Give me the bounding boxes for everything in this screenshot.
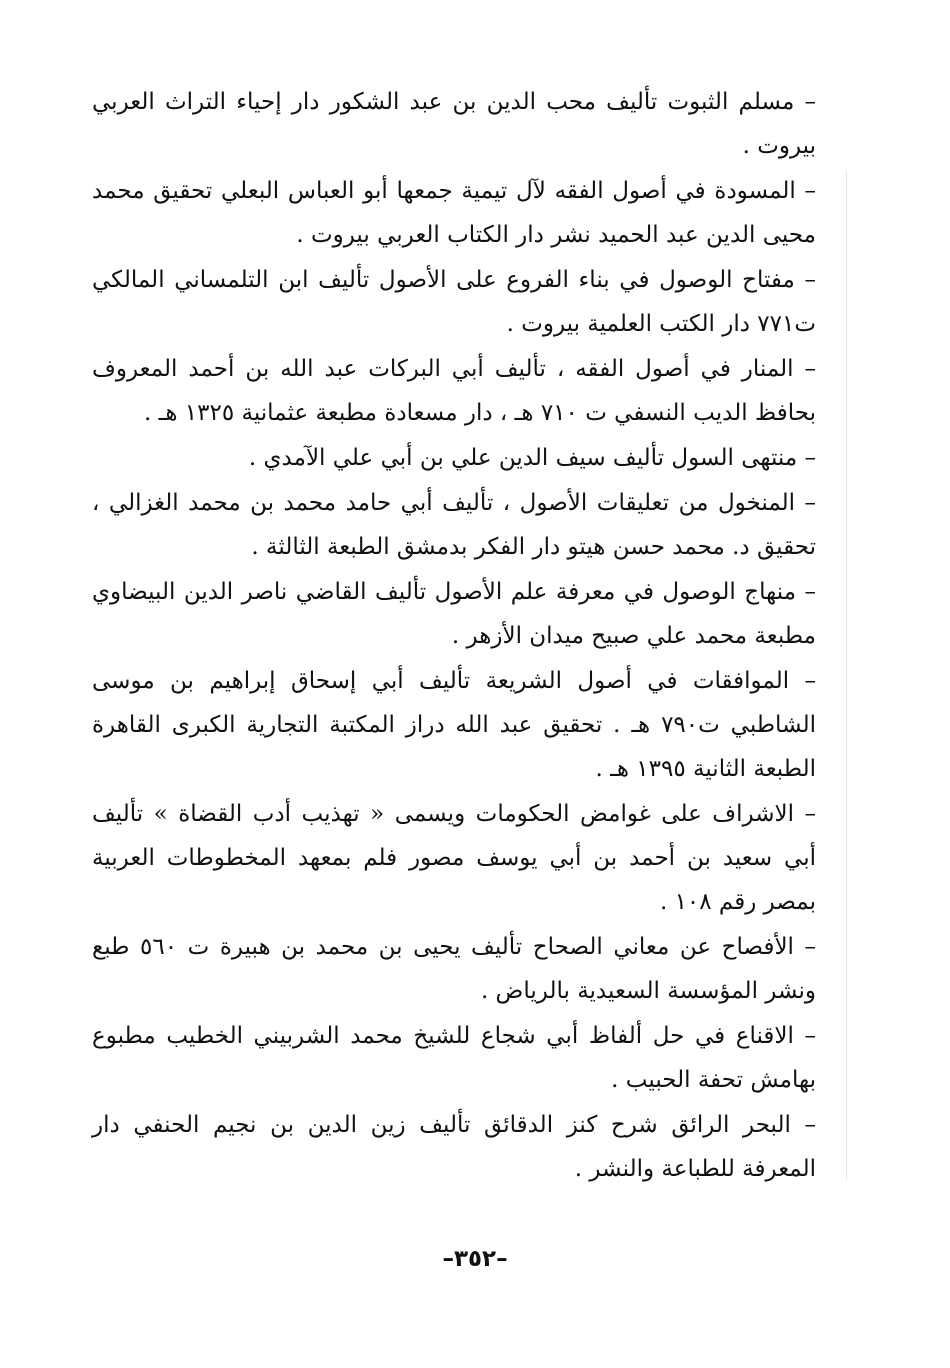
bibliography-entry: – الأفصاح عن معاني الصحاح تأليف يحيى بن محمد بن هبيرة ت ٥٦٠ طبع ونشر المؤسسة السعيدية بالرياض . [92,934,816,1004]
scan-edge-line [846,170,847,1180]
bibliography-entry: – مسلم الثبوت تأليف محب الدين بن عبد الشكور دار إحياء التراث العربي بيروت . [92,89,816,159]
bibliography-entry: – مفتاح الوصول في بناء الفروع على الأصول تأليف ابن التلمساني المالكي ت٧٧١ دار الكتب العلمية بيروت . [92,267,816,337]
bibliography-entry: – منهاج الوصول في معرفة علم الأصول تأليف القاضي ناصر الدين البيضاوي مطبعة محمد علي صبيح ميدان الأزهر . [92,579,816,649]
bibliography-list [92,80,816,1192]
bibliography-entry: – الاقناع في حل ألفاظ أبي شجاع للشيخ محمد الشربيني الخطيب مطبوع بهامش تحفة الحبيب . [92,1023,816,1093]
bibliography-entry: – المسودة في أصول الفقه لآل تيمية جمعها أبو العباس البعلي تحقيق محمد محيى الدين عبد الحميد نشر دار الكتاب العربي بيروت . [92,178,816,248]
bibliography-entry: – الموافقات في أصول الشريعة تأليف أبي إسحاق إبراهيم بن موسى الشاطبي ت٧٩٠ هـ . تحقيق عبد الله دراز المكتبة التجارية الكبرى القاهرة الطبعة الثانية ١٣٩٥ هـ . [92,668,816,782]
bibliography-entry: – الاشراف على غوامض الحكومات ويسمى « تهذيب أدب القضاة » تأليف أبي سعيد بن أحمد بن أبي يوسف مصور فلم بمعهد المخطوطات العربية بمصر رقم ١٠٨ . [92,801,816,915]
bibliography-entry: – البحر الرائق شرح كنز الدقائق تأليف زين الدين بن نجيم الحنفي دار المعرفة للطباعة والنشر . [92,1112,816,1182]
bibliography-entry: – منتهى السول تأليف سيف الدين علي بن أبي علي الآمدي . [248,445,816,471]
bibliography-entry: – المنخول من تعليقات الأصول ، تأليف أبي حامد محمد بن محمد الغزالي ، تحقيق د. محمد حسن هيتو دار الفكر بدمشق الطبعة الثالثة . [92,490,816,560]
page-number: –٣٥٢– [442,1246,508,1272]
bibliography-entry: – المنار في أصول الفقه ، تأليف أبي البركات عبد الله بن أحمد المعروف بحافظ الديب النسفي ت ٧١٠ هـ ، دار مسعادة مطبعة عثمانية ١٣٢٥ هـ . [92,356,816,426]
